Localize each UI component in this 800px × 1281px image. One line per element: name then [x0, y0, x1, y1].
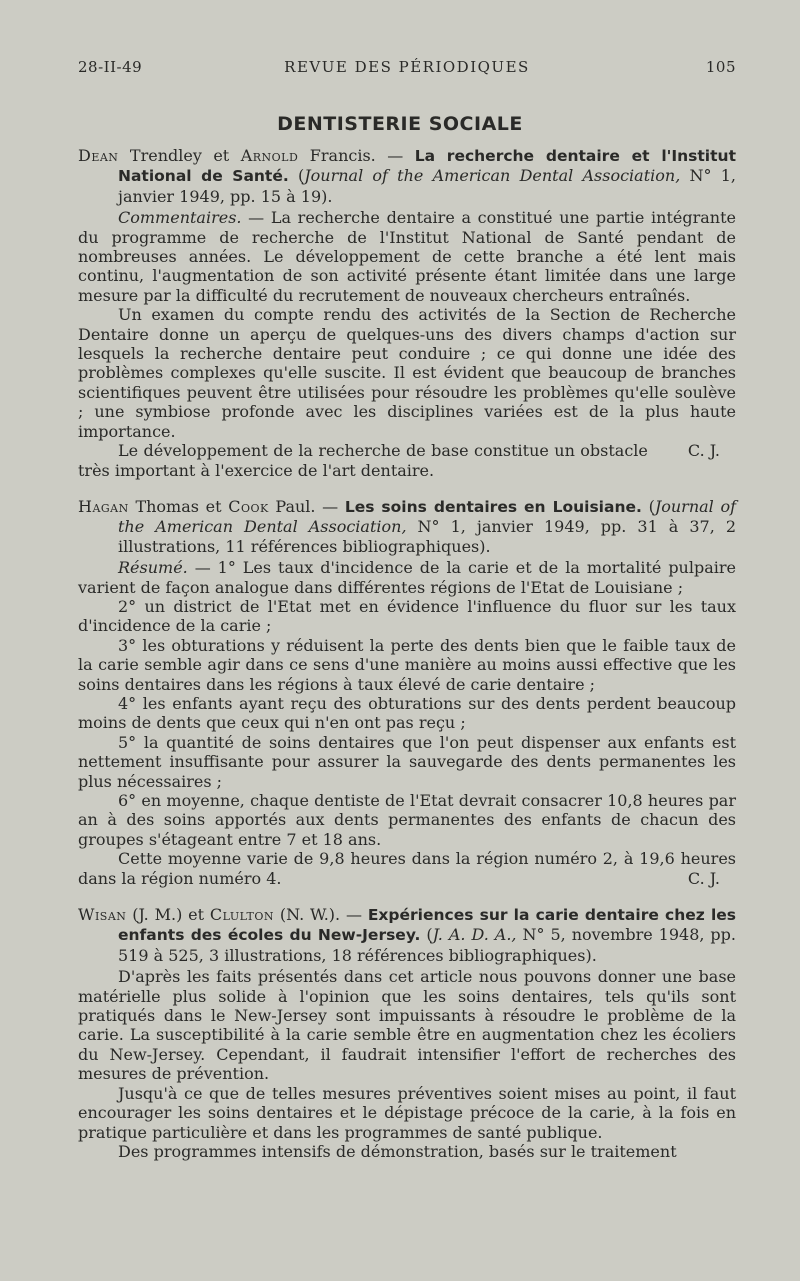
article-reference: [78, 497, 736, 556]
article-list: [78, 146, 736, 1161]
section-title: DENTISTERIE SOCIALE: [277, 113, 523, 135]
author-surname: Arnold: [240, 146, 299, 165]
author-surname: Hagan: [78, 496, 129, 516]
paragraph: Un examen du compte rendu des activités de la Section de Recherche Dentaire donne un aperçu de quelques-uns des divers champs d'action sur lesquels la recherche dentaire peut conduire ; ce qui donne une idée des problèmes complexes qu'elle suscite. Il est évident que beaucoup de branches scientifiques peuvent être utilisées pour résoudre les problèmes qu'elle soulève ; une symbiose profonde avec les disciplines variées est de la plus haute importance.: [78, 305, 736, 441]
author-given: Thomas et: [128, 496, 229, 516]
ref-details: N° 1, janvier 1949, pp. 31 à 37, 2 illustrations, 11 références bibliographiques).: [118, 517, 736, 556]
journal-name: J. A. D. A.,: [432, 925, 517, 945]
article-reference: [78, 905, 736, 965]
ref-details: N° 5, novembre 1948, pp. 519 à 525, 3 illustrations, 18 références bibliographiques).: [118, 925, 737, 965]
ref-punct: (: [420, 925, 433, 945]
paragraph: Résumé. — 1° Les taux d'incidence de la carie et de la mortalité pulpaire varient de façon analogue dans différentes régions de l'Etat de Louisiane ;: [78, 558, 736, 597]
paragraph: 2° un district de l'Etat met en évidence l'influence du fluor sur les taux d'incidence de la carie ;: [78, 596, 736, 636]
paragraph: D'après les faits présentés dans cet article nous pouvons donner une base matérielle plus solide à l'opinion que les soins dentaires, tels qu'ils sont pratiqués dans le New-Jersey sont impuissants à résoudre le problème de la carie. La susceptibilité à la carie semble être en augmentation chez les écoliers du New-Jersey. Cependant, il faudrait intensifier l'effort de recherches des mesures de prévention.: [78, 967, 736, 1084]
article-title: Expériences sur la carie dentaire chez les enfants des écoles du New-Jersey.: [118, 906, 736, 945]
ref-punct: (: [641, 496, 655, 516]
paragraph: 5° la quantité de soins dentaires que l'on peut dispenser aux enfants est nettement insuffisante pour assurer la sauvegarde des dents permanentes les plus nécessaires ;: [78, 732, 736, 791]
author-given: (J. M.) et: [126, 905, 210, 925]
paragraph: Jusqu'à ce que de telles mesures préventives soient mises au point, il faut encourager les soins dentaires et le dépistage précoce de la carie, à la fois en pratique particulière et dans les programmes de santé publique.: [78, 1083, 736, 1142]
author-given: Trendley et: [118, 146, 241, 165]
author-surname: Dean: [78, 146, 119, 165]
paragraph: Commentaires. — La recherche dentaire a constitué une partie intégrante du programme de recherche de l'Institut National de Santé pendant de nombreuses années. Le développement de cette branche a été lent mais continu, l'augmentation de son activité présente étant limitée dans une large mesure par la difficulté du recrutement de nouveaux chercheurs entraînés.: [78, 208, 736, 305]
paragraph: Des programmes intensifs de démonstration, basés sur le traitement: [118, 1141, 677, 1161]
article-hagan-cook: [78, 497, 736, 888]
header-journal-title: REVUE DES PÉRIODIQUES: [284, 58, 530, 76]
header-date: 28-II-49: [78, 58, 143, 76]
paragraph: Le développement de la recherche de base constitue un obstacle très important à l'exercice de l'art dentaire. C. J.: [78, 441, 736, 480]
paragraph-label: Résumé.: [118, 558, 188, 578]
journal-name: Journal of the American Dental Association,: [304, 166, 681, 186]
article-title: La recherche dentaire et l'Institut National de Santé.: [118, 147, 736, 186]
journal-name: Journal of the American Dental Association,: [118, 496, 736, 537]
article-reference: [78, 146, 736, 206]
paragraph: 3° les obturations y réduisent la perte des dents bien que le faible taux de la carie semble agir dans ce sens d'une manière au moins aussi effective que les soins dentaires dans les régions à taux élevé de carie dentaire ;: [78, 635, 736, 694]
page-number: 105: [705, 58, 736, 76]
signature: C. J.: [687, 868, 720, 888]
running-header: [78, 58, 736, 80]
paragraph: Cette moyenne varie de 9,8 heures dans la région numéro 2, à 19,6 heures dans la région numéro 4.: [78, 849, 736, 888]
author-surname: Cook: [228, 496, 269, 516]
author-given: (N. W.). —: [274, 905, 368, 925]
article-title: Les soins dentaires en Louisiane.: [344, 497, 642, 516]
author-surname: Wisan: [78, 905, 127, 925]
ref-details: N° 1, janvier 1949, pp. 15 à 19).: [118, 166, 737, 206]
signature: C. J.: [687, 441, 720, 461]
article-wisan-clulton: [78, 905, 736, 1161]
ref-punct: (: [288, 166, 305, 186]
author-given: Francis. —: [298, 146, 415, 165]
author-given: Paul. —: [268, 496, 345, 516]
article-dean-arnold: [78, 146, 736, 480]
author-surname: Clulton: [209, 905, 275, 925]
paragraph: 6° en moyenne, chaque dentiste de l'Etat devrait consacrer 10,8 heures par an à des soins apportés aux dents permanentes des enfants de chacun des groupes s'étageant entre 7 et 18 ans.: [78, 791, 736, 849]
paragraph-label: Commentaires.: [118, 208, 242, 228]
paragraph: 4° les enfants ayant reçu des obturations sur des dents perdent beaucoup moins de dents que ceux qui n'en ont pas reçu ;: [78, 693, 736, 733]
